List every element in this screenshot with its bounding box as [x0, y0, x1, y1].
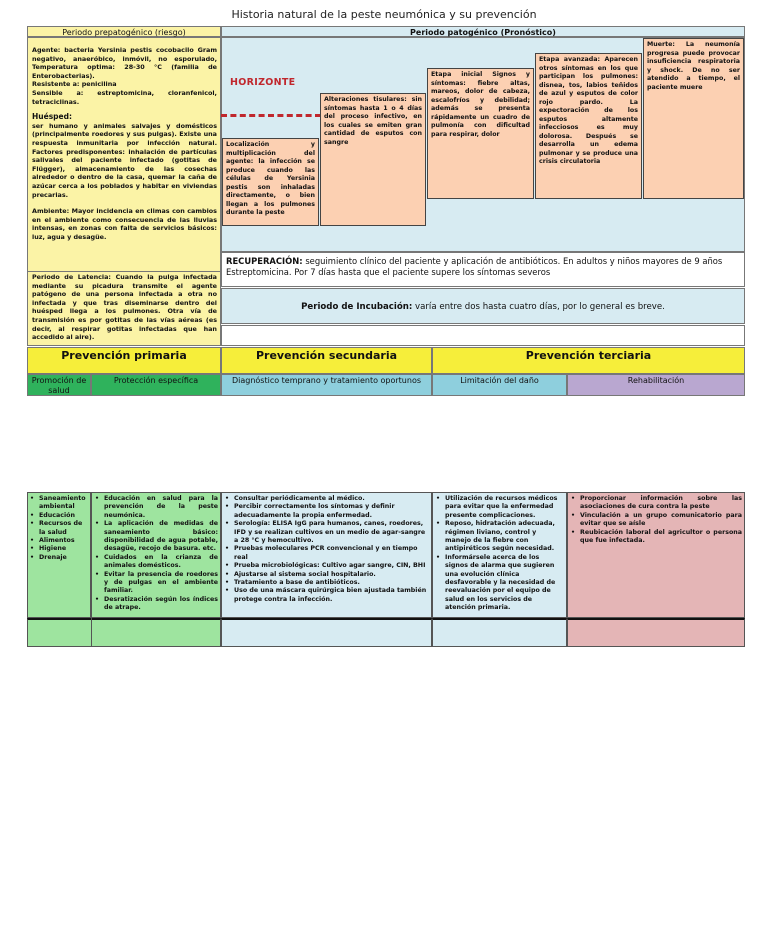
list-item: • Drenaje	[29, 554, 89, 562]
recovery-box	[221, 252, 745, 287]
list-item: • Percibir correctamente los síntomas y definir adecuadamente la propia enfermedad.	[224, 503, 429, 520]
header-patogenic: Periodo patogénico (Pronóstico)	[221, 26, 745, 37]
list-item: • Pruebas moleculares PCR convencional y en tiempo real	[224, 545, 429, 562]
agent-text: Agente: bacteria Yersinia pestis cocobacilo Gram negativo, anaeróbico, inmóvil, no esporulado, Temperatura optima: 28-30 °C (familia de Enterobacterias).	[32, 46, 217, 80]
horizon-label: HORIZONTE	[230, 77, 296, 88]
sub-proteccion: Protección específica	[91, 374, 221, 396]
stage-alteraciones: Alteraciones tisulares: sin síntomas hasta 1 o 4 días del proceso infectivo, en los cuales se emiten gran cantidad de esputos con sangre	[320, 93, 426, 226]
row-bottom-secundaria	[221, 618, 432, 647]
header-prepatogenic: Periodo prepatogénico (riesgo)	[27, 26, 221, 37]
col-diagnostico	[221, 492, 432, 618]
col-rehabilitacion	[567, 492, 745, 618]
environment-text: Ambiente: Mayor incidencia en climas con cambios en el ambiente como consecuencia de las lluvias intensas, en zonas con falta de servicios básicos: luz, agua y desagüe.	[32, 207, 217, 241]
list-limitacion	[433, 493, 566, 615]
prepatogenic-panel	[27, 37, 221, 346]
list-item: • Reposo, hidratación adecuada, régimen liviano, control y manejo de la fiebre con antipiréticos según necesidad.	[435, 520, 564, 554]
list-item: • Consultar periódicamente al médico.	[224, 495, 429, 503]
stage-inicial: Etapa inicial Signos y síntomas: fiebre altas, mareos, dolor de cabeza, escalofríos y debilidad; además se presenta rápidamente un cuadro de pulmonía con dificultad para respirar, dolor	[427, 68, 534, 199]
agent-resistance: Resistente a: penicilina	[32, 80, 117, 89]
recovery-label: RECUPERACIÓN:	[226, 256, 303, 266]
list-item: • Prueba microbiológicas: Cultivo agar sangre, CIN, BHI	[224, 562, 429, 570]
list-item: • Utilización de recursos médicos para evitar que la enfermedad presente complicaciones.	[435, 495, 564, 520]
prevention-primaria: Prevención primaria	[27, 347, 221, 374]
agent-sensitivity: Sensible a: estreptomicina, cloranfenicol, tetraciclinas.	[32, 88, 217, 106]
list-item: • Educación en salud para la prevención de la peste neumónica.	[94, 495, 218, 520]
prevention-secundaria: Prevención secundaria	[221, 347, 432, 374]
sub-diagnostico: Diagnóstico temprano y tratamiento oportunos	[221, 374, 432, 396]
list-item: • Higiene	[29, 545, 89, 553]
list-proteccion	[92, 493, 220, 615]
row-bottom-primaria	[27, 618, 221, 647]
list-item: • Cuidados en la crianza de animales domésticos.	[94, 554, 218, 571]
incubation-box	[221, 288, 745, 324]
list-item: • La aplicación de medidas de saneamiento básico: disponibilidad de agua potable, desagüe, recojo de basura. etc.	[94, 520, 218, 554]
list-item: • Vinculación a un grupo comunicatorio para evitar que se aísle	[570, 512, 742, 529]
blank-row	[221, 325, 745, 346]
sub-promocion: Promoción de salud	[27, 374, 91, 396]
clinical-horizon-line	[221, 114, 321, 117]
list-promocion	[28, 493, 90, 564]
incubation-text: varía entre dos hasta cuatro días, por lo general es breve.	[412, 302, 665, 312]
page-title: Historia natural de la peste neumónica y su prevención	[231, 8, 537, 21]
incubation-label: Periodo de Incubación:	[301, 302, 413, 312]
row-bottom-limitacion	[432, 618, 567, 647]
row-bottom-rehabilitacion	[567, 618, 745, 647]
list-item: • Educación	[29, 512, 89, 520]
list-item: • Saneamiento ambiental	[29, 495, 89, 512]
col-limitacion	[432, 492, 567, 618]
latency-text: Periodo de Latencia: Cuando la pulga infectada mediante su picadura transmite el agente patógeno de una persona infectada a otra no infectada y que tras diseminarse dentro del huésped llega a los pulmones. Otra vía de transmisión es por gotitas de las vías aéreas (es decir, al respirar gotitas infectadas que han accedido al aire).	[32, 273, 217, 342]
list-item: • Proporcionar información sobre las asociaciones de cura contra la peste	[570, 495, 742, 512]
list-item: • Desratización según los índices de atrape.	[94, 596, 218, 613]
stage-localizacion: Localización y multiplicación del agente: la infección se produce cuando las células de Yersinia pestis son inhaladas directamente, o bien llegan a los pulmones durante la peste	[222, 138, 319, 226]
col-proteccion	[91, 492, 221, 618]
host-text: ser humano y animales salvajes y domésticos (principalmente roedores y sus pulgas). Existe una respuesta inmunitaria por infección natural. Factores predisponentes: inhalación de partículas salivales del paciente infectado (gotitas de Flügger), almacenamiento de las cosechas alrededor o dentro de la casa, quemar la caña de azúcar cerca a los poblados y habitar en viviendas precarias.	[32, 121, 217, 199]
list-item: • Ajustarse al sistema social hospitalario.	[224, 571, 429, 579]
stage-muerte: Muerte: La neumonía progresa puede provocar insuficiencia respiratoria y shock. De no ser atendido a tiempo, el paciente muere	[643, 38, 744, 199]
list-item: • Serología: ELISA IgG para humanos, canes, roedores, IFD y se realizan cultivos en un medio de agar-sangre a 28 °C y hemocultivo.	[224, 520, 429, 545]
list-item: • Tratamiento a base de antibióticos.	[224, 579, 429, 587]
list-item: • Informársele acerca de los signos de alarma que sugieren una evolución clínica desfavorable y la necesidad de reevaluación por el equipo de salud en los servicios de atención primaria.	[435, 554, 564, 613]
list-item: • Reubicación laboral del agricultor o persona que fue infectada.	[570, 529, 742, 546]
list-rehabilitacion	[568, 493, 744, 547]
sub-limitacion: Limitación del daño	[432, 374, 567, 396]
stage-avanzada: Etapa avanzada: Aparecen otros síntomas en los que participan los pulmones: disnea, tos, labios teñidos de azul y esputos de color rojo pardo. La expectoración de los esputos altamente infecciosos es muy dolorosa. Después se desarrolla un edema pulmonar y se produce una crisis circulatoria	[535, 53, 642, 199]
list-item: • Evitar la presencia de roedores y de pulgas en el ambiente familiar.	[94, 571, 218, 596]
col-promocion	[27, 492, 91, 618]
prevention-terciaria: Prevención terciaria	[432, 347, 745, 374]
recovery-text: seguimiento clínico del paciente y aplicación de antibióticos. En adultos y niños mayores de 9 años Estreptomicina. Por 7 días hasta que el paciente supere los síntomas severos	[226, 256, 723, 277]
list-diagnostico	[222, 493, 431, 606]
sub-rehabilitacion: Rehabilitación	[567, 374, 745, 396]
host-label: Huésped:	[32, 112, 72, 122]
list-item: • Alimentos	[29, 537, 89, 545]
list-item: • Uso de una máscara quirúrgica bien ajustada también protege contra la infección.	[224, 587, 429, 604]
list-item: • Recursos de la salud	[29, 520, 89, 537]
